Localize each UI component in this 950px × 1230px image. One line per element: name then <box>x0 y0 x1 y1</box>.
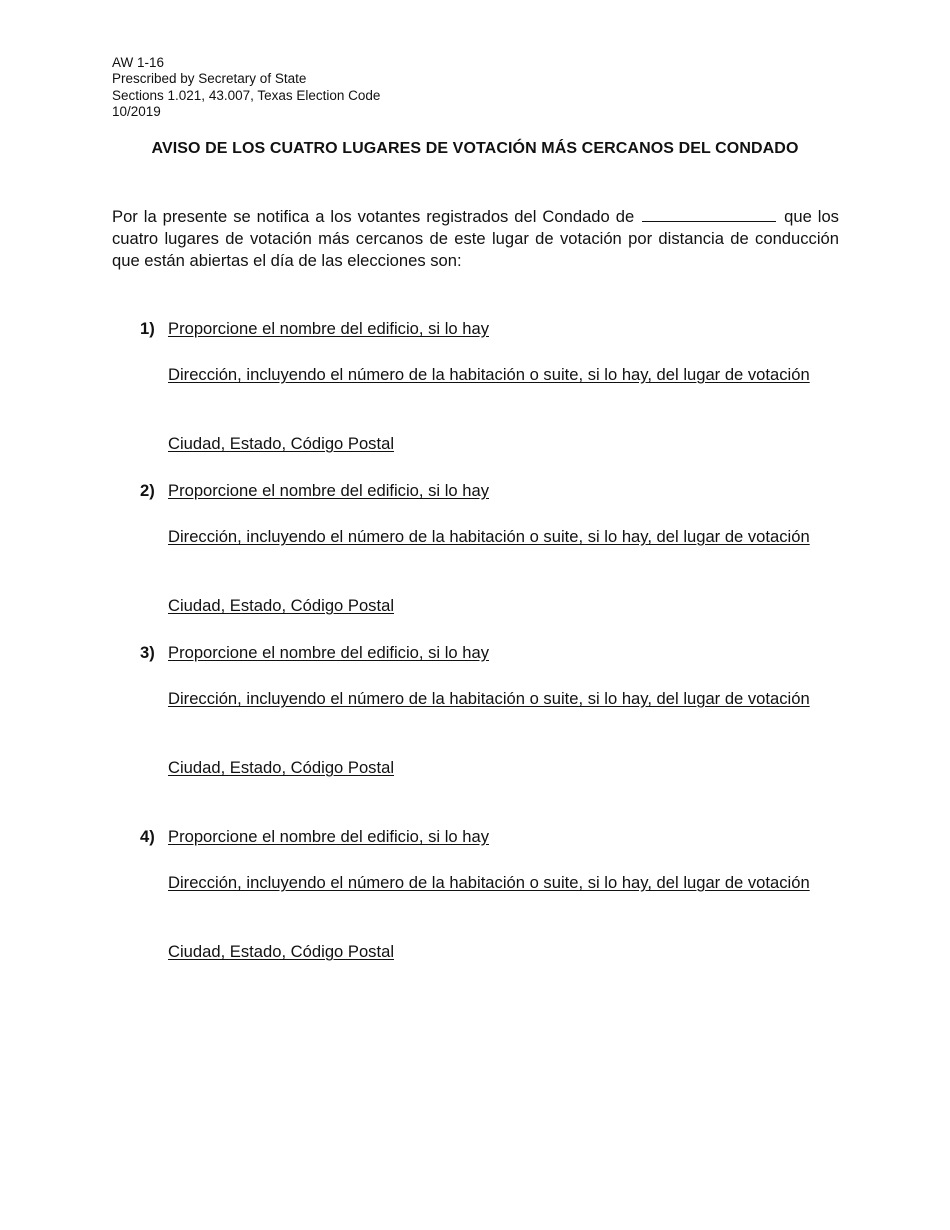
city-state-zip-line: Ciudad, Estado, Código Postal <box>168 434 395 453</box>
address-line: Dirección, incluyendo el número de la habitación o suite, si lo hay, del lugar de votación <box>168 873 810 892</box>
form-header <box>112 55 380 120</box>
location-number: 2) <box>140 481 155 500</box>
intro-text-after: que los cuatro lugares de votación más cercanos de este lugar de votación por distancia de conducción que están abiertas el día de las elecciones son: <box>112 207 839 270</box>
building-name-line: Proporcione el nombre del edificio, si lo hay <box>168 643 489 662</box>
prescribed-by: Prescribed by Secretary of State <box>112 71 307 87</box>
building-name-line: Proporcione el nombre del edificio, si lo hay <box>168 481 489 500</box>
form-date: 10/2019 <box>112 103 161 119</box>
address-line: Dirección, incluyendo el número de la habitación o suite, si lo hay, del lugar de votación <box>168 365 810 384</box>
location-number: 4) <box>140 827 155 846</box>
location-number: 1) <box>140 319 155 338</box>
page-title: AVISO DE LOS CUATRO LUGARES DE VOTACIÓN MÁS CERCANOS DEL CONDADO <box>151 140 799 157</box>
building-name-line: Proporcione el nombre del edificio, si lo hay <box>168 827 489 846</box>
city-state-zip-line: Ciudad, Estado, Código Postal <box>168 942 395 961</box>
statute-sections: Sections 1.021, 43.007, Texas Election Code <box>112 87 381 103</box>
city-state-zip-line: Ciudad, Estado, Código Postal <box>168 596 395 615</box>
county-blank-line[interactable] <box>642 207 776 222</box>
address-line: Dirección, incluyendo el número de la habitación o suite, si lo hay, del lugar de votación <box>168 689 810 708</box>
intro-paragraph <box>112 206 839 272</box>
intro-text-before: Por la presente se notifica a los votantes registrados del Condado de <box>112 207 635 226</box>
city-state-zip-line: Ciudad, Estado, Código Postal <box>168 758 395 777</box>
address-line: Dirección, incluyendo el número de la habitación o suite, si lo hay, del lugar de votación <box>168 527 810 546</box>
location-number: 3) <box>140 643 155 662</box>
building-name-line: Proporcione el nombre del edificio, si lo hay <box>168 319 489 338</box>
form-id: AW 1-16 <box>112 55 165 70</box>
